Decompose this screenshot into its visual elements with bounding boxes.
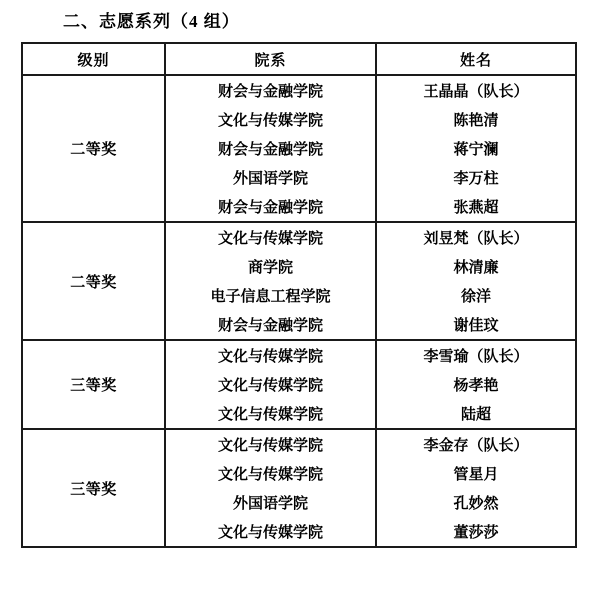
dept-cell: 文化与传媒学院	[165, 340, 376, 370]
level-cell: 三等奖	[22, 340, 165, 429]
dept-cell: 财会与金融学院	[165, 75, 376, 105]
name-cell: 张燕超	[376, 192, 576, 222]
dept-cell: 文化与传媒学院	[165, 105, 376, 134]
name-cell: 管星月	[376, 459, 576, 488]
dept-cell: 文化与传媒学院	[165, 399, 376, 429]
dept-cell: 外国语学院	[165, 488, 376, 517]
header-row	[22, 43, 576, 75]
name-cell: 谢佳玟	[376, 310, 576, 340]
table-row	[22, 222, 576, 252]
name-cell: 董莎莎	[376, 517, 576, 547]
name-cell: 刘昱梵（队长）	[376, 222, 576, 252]
name-cell: 杨孝艳	[376, 370, 576, 399]
dept-cell: 财会与金融学院	[165, 192, 376, 222]
level-cell: 三等奖	[22, 429, 165, 547]
dept-cell: 电子信息工程学院	[165, 281, 376, 310]
name-cell: 李万柱	[376, 163, 576, 192]
dept-cell: 财会与金融学院	[165, 310, 376, 340]
name-cell: 孔妙然	[376, 488, 576, 517]
level-cell: 二等奖	[22, 222, 165, 340]
dept-cell: 文化与传媒学院	[165, 459, 376, 488]
header-level: 级别	[22, 43, 165, 75]
dept-cell: 外国语学院	[165, 163, 376, 192]
dept-cell: 文化与传媒学院	[165, 517, 376, 547]
dept-cell: 文化与传媒学院	[165, 222, 376, 252]
table-body	[22, 75, 576, 547]
table-row	[22, 75, 576, 105]
header-department: 院系	[165, 43, 376, 75]
dept-cell: 文化与传媒学院	[165, 370, 376, 399]
name-cell: 李金存（队长）	[376, 429, 576, 459]
level-cell: 二等奖	[22, 75, 165, 222]
dept-cell: 文化与传媒学院	[165, 429, 376, 459]
table-row	[22, 429, 576, 459]
name-cell: 陈艳清	[376, 105, 576, 134]
name-cell: 李雪瑜（队长）	[376, 340, 576, 370]
section-title: 二、志愿系列（4 组）	[63, 12, 240, 31]
awards-table	[21, 42, 577, 548]
table-row	[22, 340, 576, 370]
dept-cell: 商学院	[165, 252, 376, 281]
dept-cell: 财会与金融学院	[165, 134, 376, 163]
name-cell: 林清廉	[376, 252, 576, 281]
header-name: 姓名	[376, 43, 576, 75]
name-cell: 徐洋	[376, 281, 576, 310]
name-cell: 蒋宁澜	[376, 134, 576, 163]
name-cell: 王晶晶（队长）	[376, 75, 576, 105]
name-cell: 陆超	[376, 399, 576, 429]
